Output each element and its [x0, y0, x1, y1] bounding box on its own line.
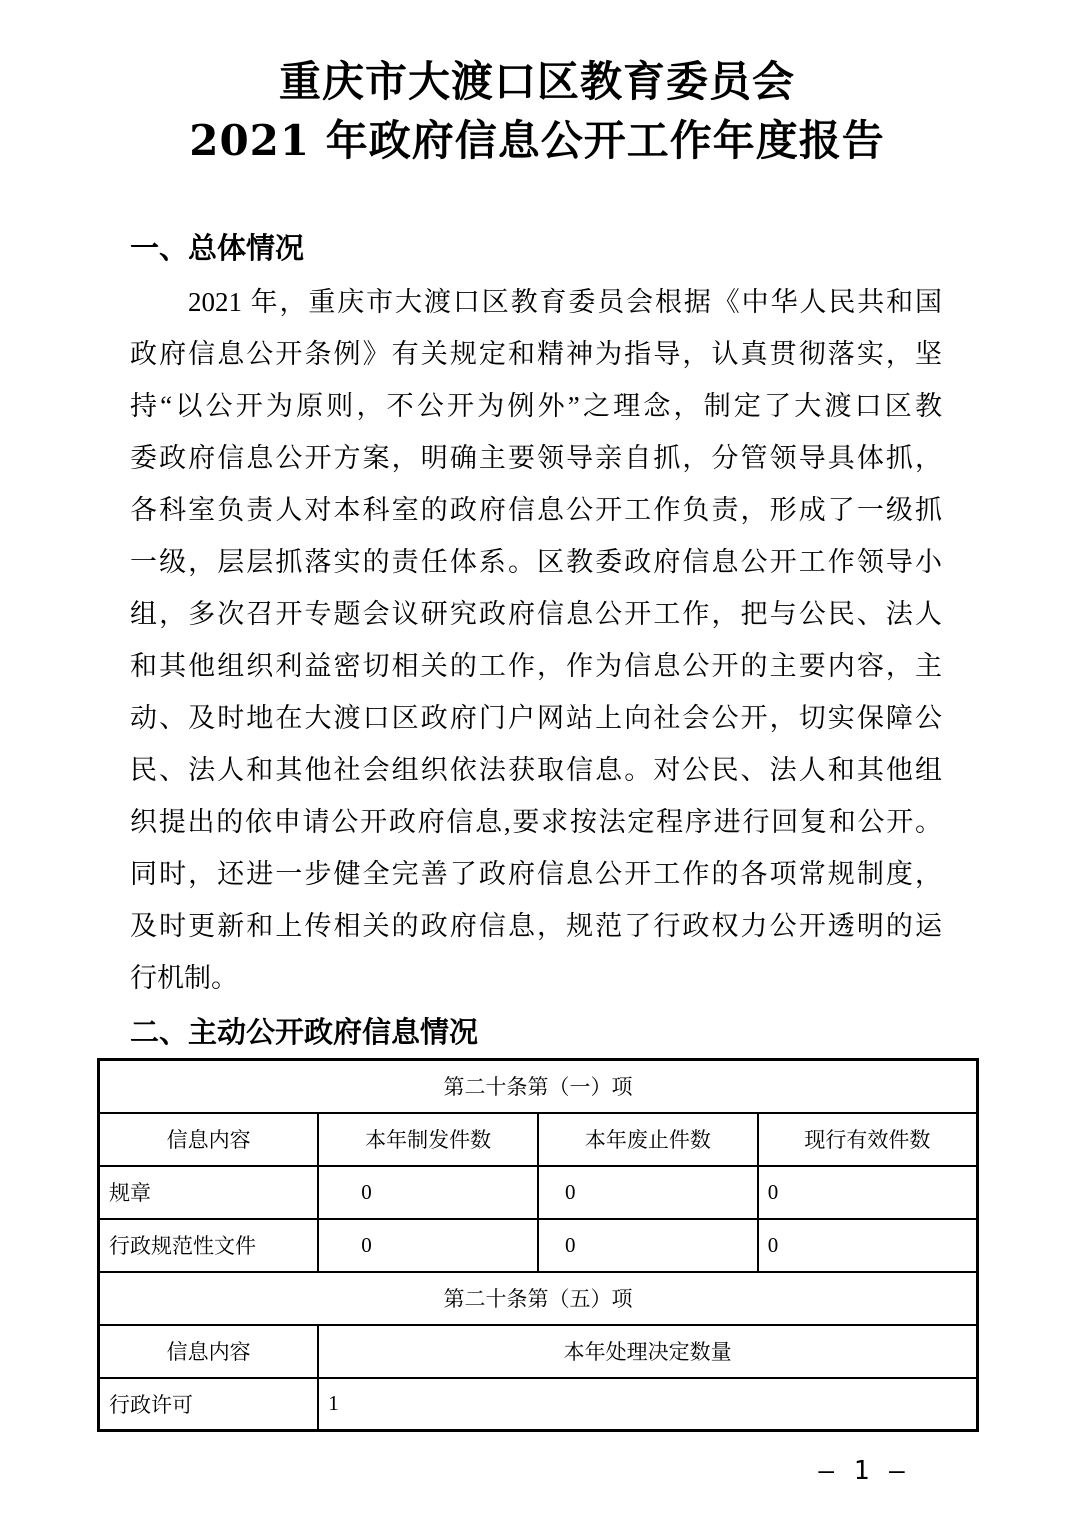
part2-section-header: 第二十条第（五）项	[99, 1272, 978, 1325]
table-row	[99, 1060, 978, 1113]
doc-title-line2: 2021 年政府信息公开工作年度报告	[189, 116, 885, 165]
body-line: 民、法人和其他社会组织依法获取信息。对公民、法人和其他组	[130, 755, 942, 785]
part1-col-header-repealed-count: 本年废止件数	[538, 1113, 758, 1166]
row-regulations-label: 规章	[99, 1166, 319, 1219]
row-regulations-repealed: 0	[538, 1166, 758, 1219]
section-heading-proactive-disclosure: 二、主动公开政府信息情况	[130, 1015, 479, 1049]
table-row	[99, 1219, 978, 1272]
page-number: — 1 —	[818, 1456, 907, 1486]
body-line: 行机制。	[130, 963, 238, 993]
part1-col-header-issued-count: 本年制发件数	[318, 1113, 538, 1166]
body-line: 织提出的依申请公开政府信息,要求按法定程序进行回复和公开。	[130, 807, 942, 837]
row-regulations-issued: 0	[318, 1166, 538, 1219]
body-line: 动、及时地在大渡口区政府门户网站上向社会公开，切实保障公	[130, 703, 942, 733]
doc-title-line1: 重庆市大渡口区教育委员会	[278, 57, 795, 106]
body-line: 委政府信息公开方案，明确主要领导亲自抓，分管领导具体抓，	[130, 443, 942, 473]
part2-col-header-info-content: 信息内容	[99, 1325, 319, 1378]
row-normative-docs-repealed: 0	[538, 1219, 758, 1272]
table-row	[99, 1166, 978, 1219]
part1-col-header-info-content: 信息内容	[99, 1113, 319, 1166]
section-heading-overview: 一、总体情况	[130, 231, 305, 265]
part2-col-header-decisions-count: 本年处理决定数量	[318, 1325, 977, 1378]
body-line: 持“以公开为原则，不公开为例外”之理念，制定了大渡口区教	[130, 391, 942, 421]
disclosure-statistics-table	[97, 1058, 979, 1432]
table-row	[99, 1325, 978, 1378]
row-normative-docs-issued: 0	[318, 1219, 538, 1272]
part1-section-header: 第二十条第（一）项	[99, 1060, 978, 1113]
body-line: 及时更新和上传相关的政府信息，规范了行政权力公开透明的运	[130, 911, 942, 941]
body-line: 一级，层层抓落实的责任体系。区教委政府信息公开工作领导小	[130, 547, 942, 577]
row-normative-docs-label: 行政规范性文件	[99, 1219, 319, 1272]
row-normative-docs-valid: 0	[758, 1219, 978, 1272]
part1-col-header-valid-count: 现行有效件数	[758, 1113, 978, 1166]
table-row	[99, 1378, 978, 1431]
body-line: 各科室负责人对本科室的政府信息公开工作负责，形成了一级抓	[130, 495, 942, 525]
body-line: 组，多次召开专题会议研究政府信息公开工作，把与公民、法人	[130, 599, 942, 629]
body-line: 同时，还进一步健全完善了政府信息公开工作的各项常规制度，	[130, 859, 942, 889]
table-row	[99, 1272, 978, 1325]
body-line: 2021 年，重庆市大渡口区教育委员会根据《中华人民共和国	[188, 287, 942, 317]
title-block	[0, 0, 1074, 170]
row-admin-licensing-label: 行政许可	[99, 1378, 319, 1431]
body-line: 政府信息公开条例》有关规定和精神为指导，认真贯彻落实，坚	[130, 339, 942, 369]
table-row	[99, 1113, 978, 1166]
body-paragraph	[130, 276, 942, 1004]
row-regulations-valid: 0	[758, 1166, 978, 1219]
body-line: 和其他组织利益密切相关的工作，作为信息公开的主要内容，主	[130, 651, 942, 681]
row-admin-licensing-count: 1	[318, 1378, 977, 1431]
